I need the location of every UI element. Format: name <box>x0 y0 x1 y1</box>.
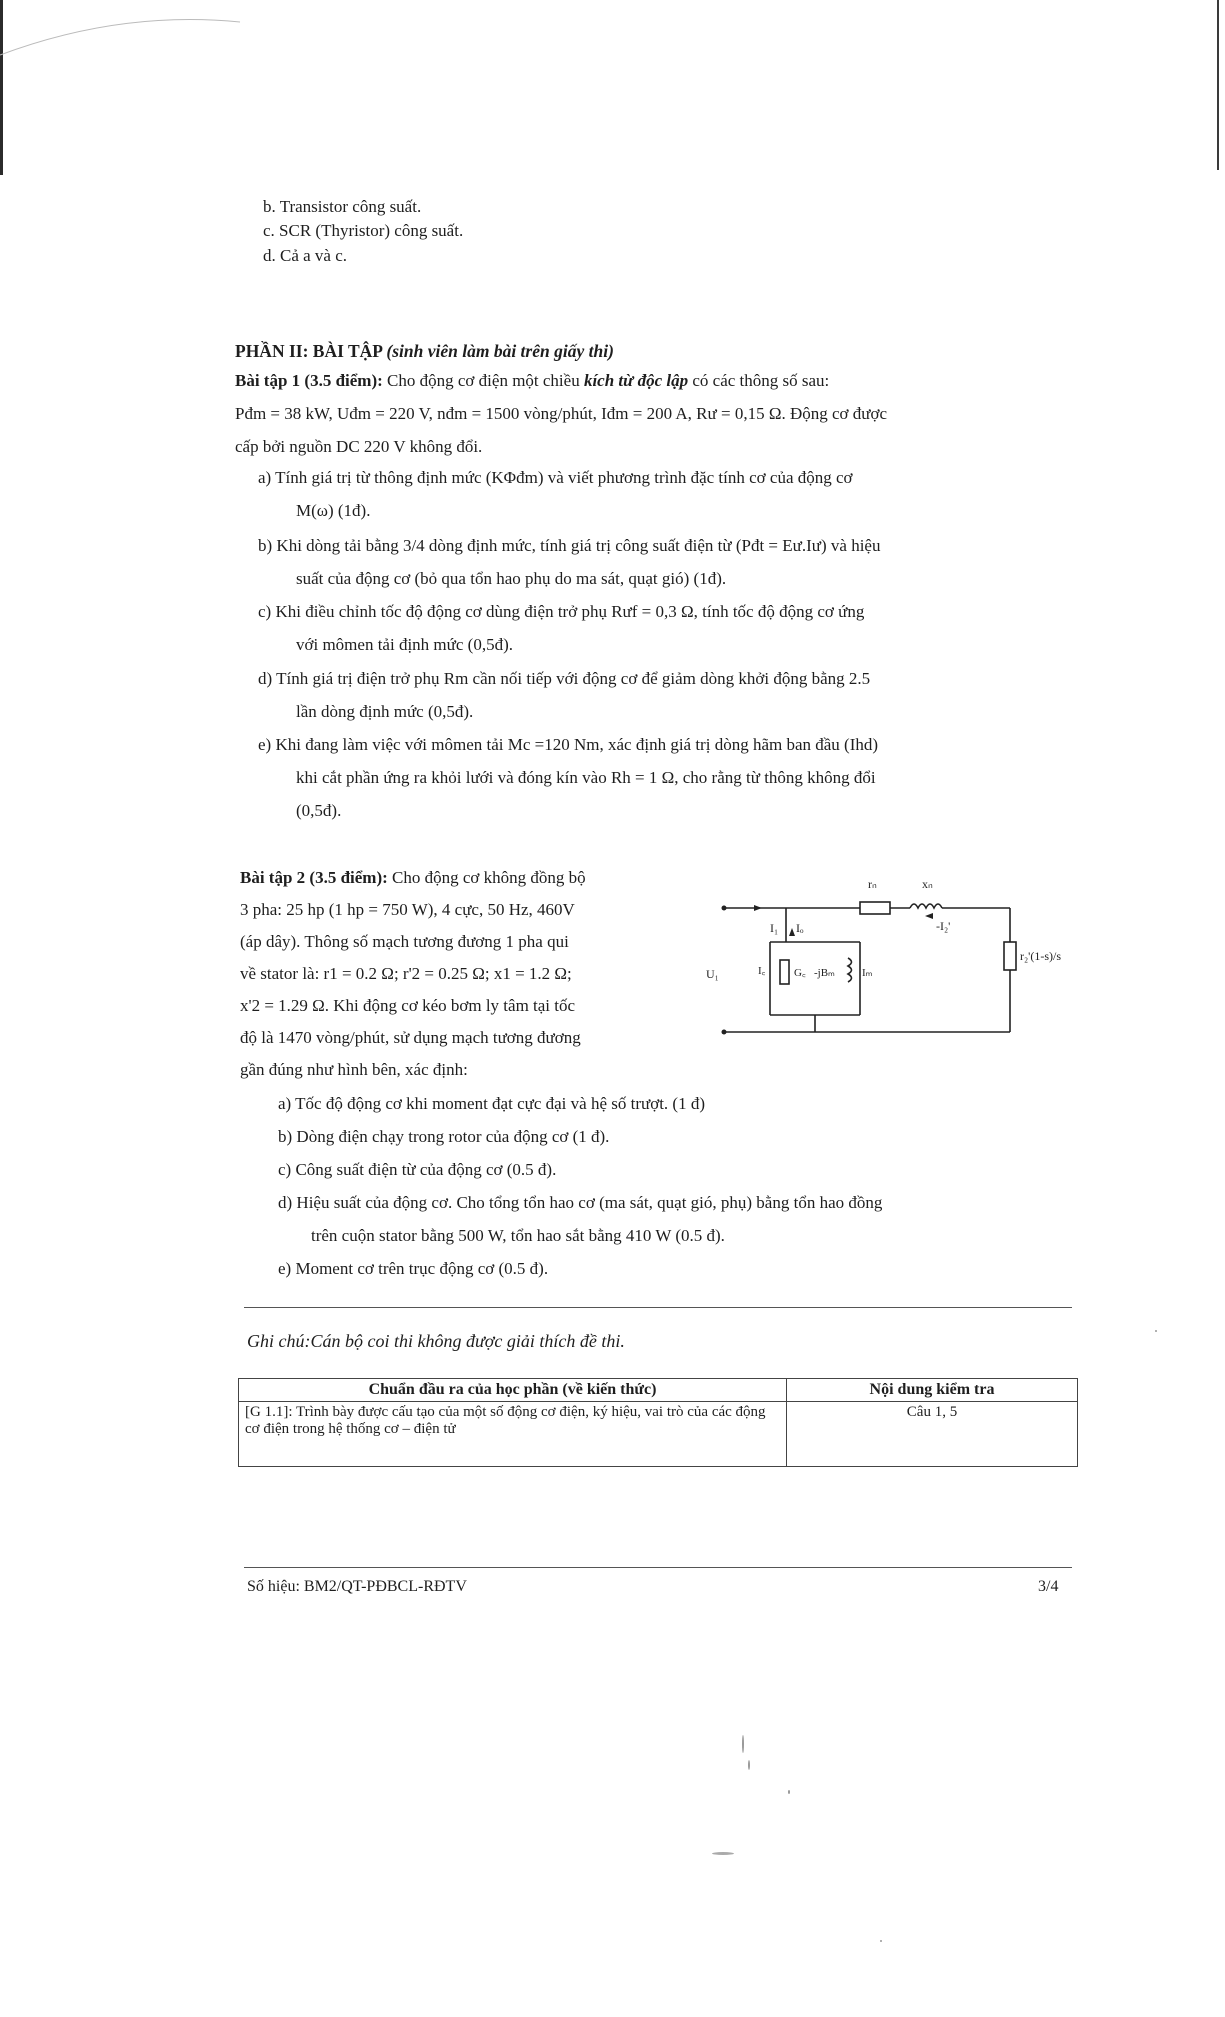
ex1-question-d: d) Tính giá trị điện trở phụ Rm cần nối tiếp với động cơ để giảm dòng khởi động bằng 2.5 <box>258 669 871 688</box>
ex1-params: Pđm = 38 kW, Uđm = 220 V, nđm = 1500 vòng/phút, Iđm = 200 A, Rư = 0,15 Ω. Động cơ được <box>235 404 888 423</box>
ex1-label: Bài tập 1 (3.5 điểm): <box>235 371 383 390</box>
table-cell-outcome: [G 1.1]: Trình bày được cấu tạo của một số động cơ điện, ký hiệu, vai trò của các động cơ điện trong hệ thống cơ – điện tử <box>239 1402 787 1467</box>
circuit-x-label: xₙ <box>922 877 933 891</box>
circuit-gc-label: G꜀ <box>794 967 806 979</box>
table-cell-content: Câu 1, 5 <box>787 1402 1078 1467</box>
ex2-line-3: (áp dây). Thông số mạch tương đương 1 pha qui <box>240 932 569 951</box>
scan-fold-mark <box>0 0 260 60</box>
ex2-question-e: e) Moment cơ trên trục động cơ (0.5 đ). <box>278 1259 549 1278</box>
circuit-io-label: Iₒ <box>796 921 804 935</box>
ex1-intro-b: kích từ độc lập <box>583 371 689 390</box>
circuit-i1-label: I₁ <box>770 921 779 935</box>
mcq-option-c: c. SCR (Thyristor) công suất. <box>263 221 464 240</box>
ex1-intro <box>235 370 829 392</box>
ex1-question-a-cont: M(ω) (1đ). <box>296 501 371 520</box>
mcq-option-d: d. Cả a và c. <box>263 246 348 265</box>
footer-page-number: 3/4 <box>1038 1578 1059 1595</box>
part-note: (sinh viên làm bài trên giấy thi) <box>386 341 614 361</box>
note-divider <box>244 1307 1072 1308</box>
ex2-intro-text: Cho động cơ không đồng bộ <box>392 868 586 887</box>
ex2-question-b: b) Dòng điện chạy trong rotor của động cơ (1 đ). <box>278 1127 610 1146</box>
circuit-r-label: rₙ <box>868 877 877 891</box>
table-row <box>239 1402 1078 1467</box>
ex2-intro <box>240 867 586 889</box>
ex2-question-c: c) Công suất điện từ của động cơ (0.5 đ). <box>278 1160 557 1179</box>
circuit-u1-label: U₁ <box>706 967 719 981</box>
ex2-line-6: độ là 1470 vòng/phút, sử dụng mạch tương đương <box>240 1028 581 1047</box>
circuit-bm-label: -jBₘ <box>814 967 835 979</box>
table-header-outcome: Chuẩn đầu ra của học phần (về kiến thức) <box>239 1379 787 1402</box>
ex1-question-e-cont: khi cắt phần ứng ra khỏi lưới và đóng kín vào Rh = 1 Ω, cho rằng từ thông không đổi <box>296 768 876 787</box>
ex1-question-c-cont: với mômen tải định mức (0,5đ). <box>296 635 513 654</box>
ex1-question-c: c) Khi điều chỉnh tốc độ động cơ dùng điện trở phụ Rưf = 0,3 Ω, tính tốc độ động cơ ứng <box>258 602 865 621</box>
ex1-question-e: e) Khi đang làm việc với mômen tải Mc =120 Nm, xác định giá trị dòng hãm ban đầu (Ihd) <box>258 735 879 754</box>
ex2-line-2: 3 pha: 25 hp (1 hp = 750 W), 4 cực, 50 Hz, 460V <box>240 900 575 919</box>
part-title: PHẦN II: BÀI TẬP <box>235 341 382 361</box>
circuit-ic-label: I꜀ <box>758 965 766 977</box>
ex1-question-e-cont2: (0,5đ). <box>296 801 342 820</box>
ex2-line-5: x'2 = 1.29 Ω. Khi động cơ kéo bơm ly tâm tại tốc <box>240 996 576 1015</box>
circuit-load-label: r₂'(1-s)/s <box>1020 949 1062 963</box>
part-heading <box>235 340 614 362</box>
footer-divider <box>244 1567 1072 1568</box>
table-header-content: Nội dung kiểm tra <box>787 1379 1078 1402</box>
ex1-question-a: a) Tính giá trị từ thông định mức (KΦđm) và viết phương trình đặc tính cơ của động cơ <box>258 468 853 487</box>
ex2-question-a: a) Tốc độ động cơ khi moment đạt cực đại và hệ số trượt. (1 đ) <box>278 1094 705 1113</box>
ex2-line-7: gần đúng như hình bên, xác định: <box>240 1060 468 1079</box>
equivalent-circuit-diagram <box>700 870 1100 1040</box>
ex1-question-b-cont: suất của động cơ (bỏ qua tổn hao phụ do ma sát, quạt gió) (1đ). <box>296 569 727 588</box>
mcq-option-b: b. Transistor công suất. <box>263 197 422 216</box>
ex2-label: Bài tập 2 (3.5 điểm): <box>240 868 388 887</box>
proctor-note: Ghi chú:Cán bộ coi thi không được giải thích đề thi. <box>247 1331 625 1351</box>
ex1-intro-c: có các thông số sau: <box>692 371 830 390</box>
ex1-question-d-cont: lần dòng định mức (0,5đ). <box>296 702 474 721</box>
ex1-question-b: b) Khi dòng tải bằng 3/4 dòng định mức, tính giá trị công suất điện từ (Pđt = Eư.Iư) và hiệu <box>258 536 881 555</box>
scan-edge-right <box>1217 0 1219 170</box>
ex1-params-2: cấp bởi nguồn DC 220 V không đổi. <box>235 437 483 456</box>
circuit-i2-label: -I₂' <box>936 919 951 933</box>
ex2-question-d: d) Hiệu suất của động cơ. Cho tổng tổn hao cơ (ma sát, quạt gió, phụ) bằng tổn hao đồng <box>278 1193 883 1212</box>
ex2-question-d-cont: trên cuộn stator bằng 500 W, tổn hao sắt bằng 410 W (0.5 đ). <box>311 1226 725 1245</box>
circuit-im-label: Iₘ <box>862 967 873 979</box>
ex1-intro-a: Cho động cơ điện một chiều <box>387 371 580 390</box>
learning-outcome-table <box>238 1378 1078 1467</box>
footer-doc-code: Số hiệu: BM2/QT-PĐBCL-RĐTV <box>247 1578 467 1595</box>
table-header-row <box>239 1379 1078 1402</box>
ex2-line-4: về stator là: r1 = 0.2 Ω; r'2 = 0.25 Ω; x1 = 1.2 Ω; <box>240 964 572 983</box>
